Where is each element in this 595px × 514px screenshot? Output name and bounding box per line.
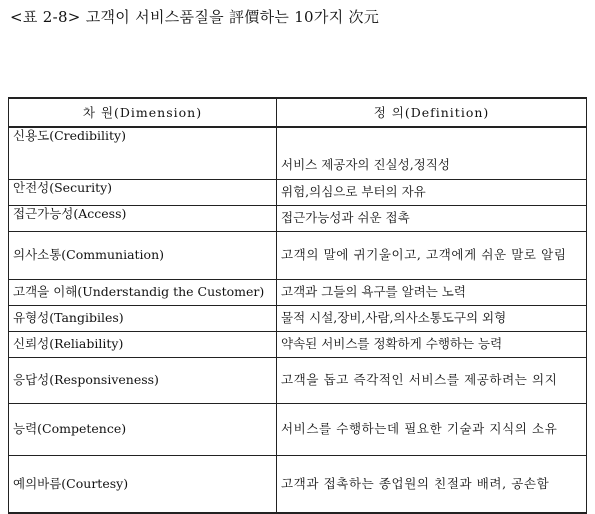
table-header-row	[9, 98, 587, 127]
dimension-cell: 고객을 이해(Understandig the Customer)	[9, 279, 277, 305]
service-quality-table	[8, 97, 587, 514]
definition-cell: 서비스 제공자의 진실성,정직성	[277, 127, 587, 179]
definition-cell	[277, 231, 587, 279]
dimension-cell: 응답성(Responsiveness)	[9, 357, 277, 403]
table-row	[9, 279, 587, 305]
dimension-cell: 신뢰성(Reliability)	[9, 331, 277, 357]
table-row	[9, 231, 587, 279]
definition-cell	[277, 357, 587, 403]
definition-text: 고객의 말에 귀기울이고, 고객에게 쉬운 말로 알림	[281, 247, 567, 262]
header-dimension: 차 원(Dimension)	[9, 98, 277, 127]
table-row	[9, 179, 587, 205]
dimension-cell: 유형성(Tangibiles)	[9, 305, 277, 331]
definition-cell	[277, 403, 587, 455]
definition-cell: 접근가능성과 쉬운 접촉	[277, 205, 587, 231]
definition-cell	[277, 455, 587, 513]
header-definition: 정 의(Definition)	[277, 98, 587, 127]
table-row	[9, 205, 587, 231]
table-row	[9, 357, 587, 403]
definition-text: 고객을 돕고 즉각적인 서비스를 제공하려는 의지	[281, 372, 558, 387]
definition-cell: 물적 시설,장비,사람,의사소통도구의 외형	[277, 305, 587, 331]
table-row	[9, 127, 587, 179]
table-row	[9, 331, 587, 357]
dimension-cell: 접근가능성(Access)	[9, 205, 277, 231]
table-row	[9, 403, 587, 455]
table-caption: <표 2-8> 고객이 서비스품질을 評價하는 10가지 次元	[10, 8, 380, 26]
definition-cell: 약속된 서비스를 정확하게 수행하는 능력	[277, 331, 587, 357]
definition-cell: 고객과 그들의 욕구를 알려는 노력	[277, 279, 587, 305]
definition-text: 서비스를 수행하는데 필요한 기술과 지식의 소유	[281, 421, 558, 436]
definition-cell: 위험,의심으로 부터의 자유	[277, 179, 587, 205]
dimension-cell: 능력(Competence)	[9, 403, 277, 455]
dimension-cell: 안전성(Security)	[9, 179, 277, 205]
dimension-cell: 신용도(Credibility)	[9, 127, 277, 179]
table-row	[9, 305, 587, 331]
definition-text: 고객과 접촉하는 종업원의 친절과 배려, 공손함	[281, 475, 550, 491]
dimension-cell: 의사소통(Communiation)	[9, 231, 277, 279]
dimension-cell: 예의바름(Courtesy)	[9, 455, 277, 513]
table-row	[9, 455, 587, 513]
